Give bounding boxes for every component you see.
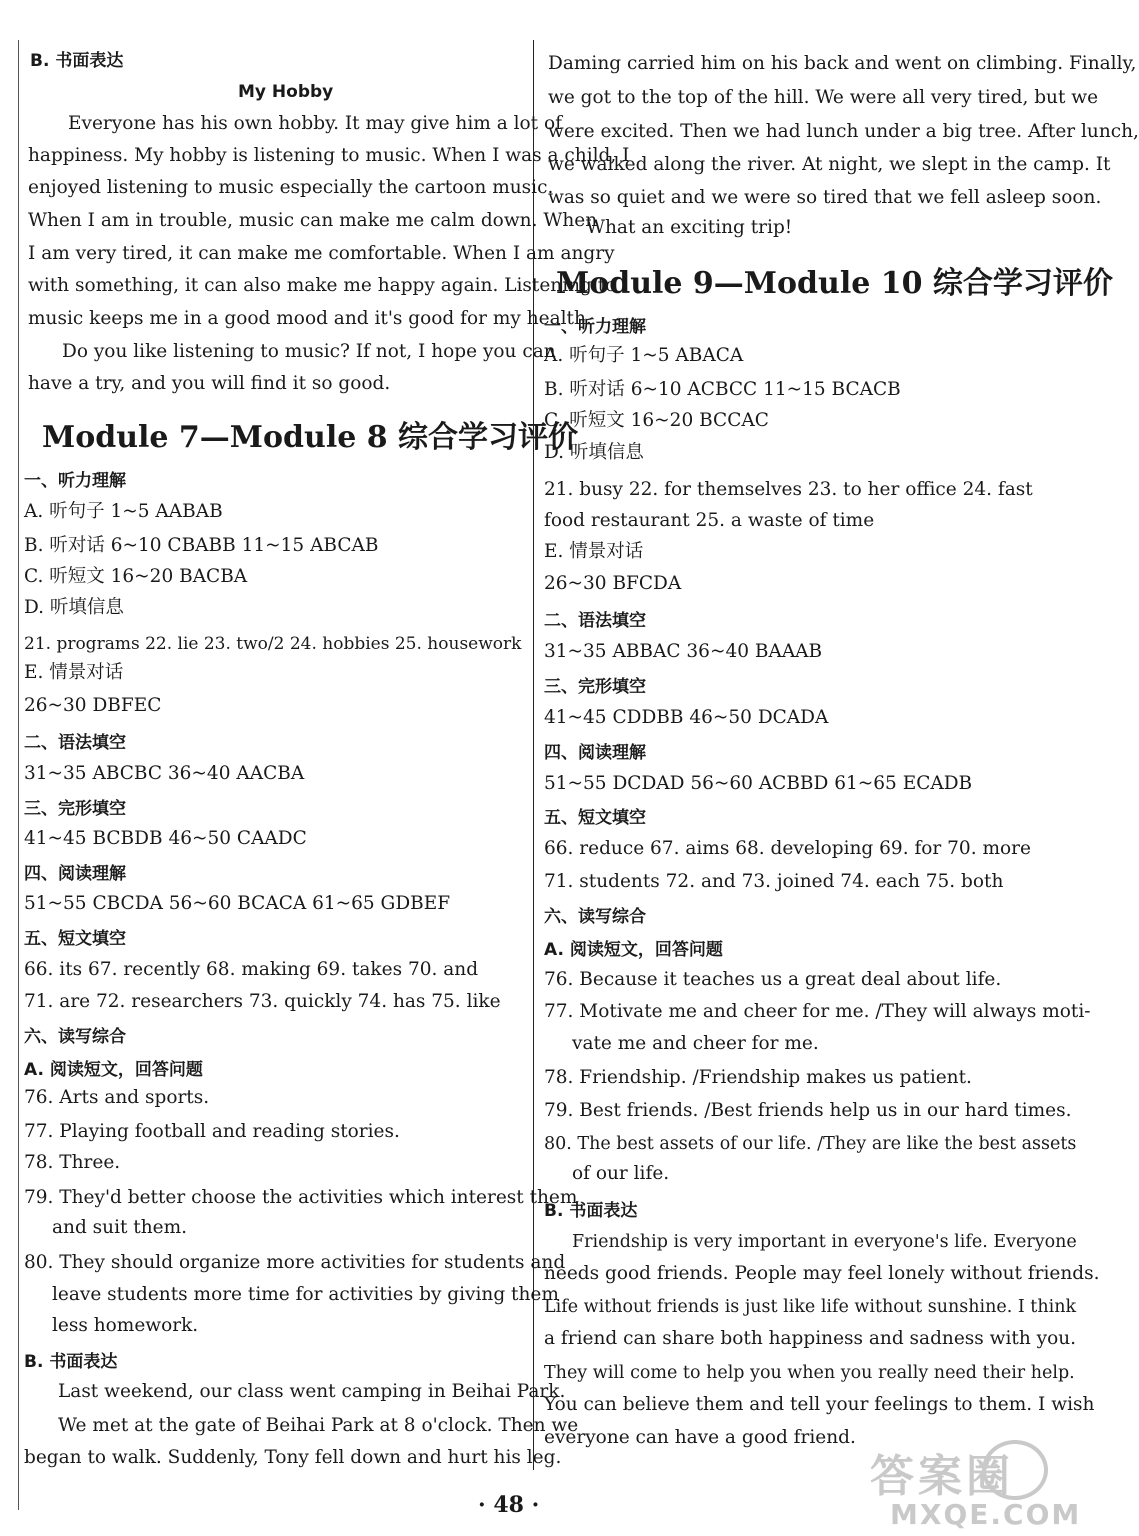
essay-line: was so quiet and we were so tired that we fell asleep soon. (548, 187, 1102, 208)
essay-line: They will come to help you when you really need their help. (544, 1363, 1075, 1383)
watermark-text-en: MXQE.COM (890, 1498, 1082, 1531)
answer-line: 80. They should organize more activities for students and (24, 1252, 566, 1273)
essay-line: everyone can have a good friend. (544, 1427, 856, 1448)
section-heading: 五、短文填空 (24, 929, 126, 949)
answer-line: 66. reduce 67. aims 68. developing 69. for 70. more (544, 838, 1031, 859)
answer-line: 78. Three. (24, 1152, 121, 1173)
answer-line: 77. Motivate me and cheer for me. /They will always moti- (544, 1001, 1091, 1022)
left-margin-rule (18, 40, 19, 1510)
essay-line: happiness. My hobby is listening to music. When I was a child, I (28, 145, 630, 166)
answer-line: of our life. (572, 1163, 670, 1184)
answer-line: 21. programs 22. lie 23. two/2 24. hobbies 25. housework (24, 634, 522, 654)
answer-line: 31~35 ABBAC 36~40 BAAAB (544, 641, 823, 662)
essay-line: Life without friends is just like life without sunshine. I think (544, 1297, 1077, 1317)
section-heading: 二、语法填空 (544, 611, 646, 631)
watermark-logo (850, 1440, 1082, 1536)
subsection-heading: B. 书面表达 (544, 1201, 638, 1221)
essay-title: My Hobby (238, 82, 334, 102)
answer-line: 76. Because it teaches us a great deal about life. (544, 969, 1002, 990)
page-number: · 48 · (478, 1492, 540, 1518)
answer-line: 80. The best assets of our life. /They are like the best assets (544, 1134, 1077, 1154)
answer-line: 79. They'd better choose the activities which interest them (24, 1187, 578, 1208)
answer-line: B. 听对话 6~10 CBABB 11~15 ABCAB (24, 535, 379, 556)
answer-line: 41~45 CDDBB 46~50 DCADA (544, 707, 829, 728)
answer-line: 26~30 DBFEC (24, 695, 162, 716)
essay-line: Friendship is very important in everyone's life. Everyone (572, 1232, 1077, 1252)
answer-line: less homework. (52, 1315, 199, 1336)
essay-line: were excited. Then we had lunch under a big tree. After lunch, (548, 121, 1139, 142)
essay-line: we walked along the river. At night, we slept in the camp. It (548, 154, 1111, 175)
subsection-heading: A. 阅读短文，回答问题 (24, 1060, 203, 1080)
answer-line: A. 听句子 1~5 ABACA (544, 345, 744, 366)
section-heading: 一、听力理解 (544, 317, 646, 337)
answer-line: 21. busy 22. for themselves 23. to her office 24. fast (544, 479, 1033, 500)
essay-line: with something, it can also make me happy again. Listening to (28, 275, 617, 296)
module-title: Module 9—Module 10 综合学习评价 (556, 266, 1113, 301)
answer-line: 66. its 67. recently 68. making 69. takes 70. and (24, 959, 479, 980)
answer-line: C. 听短文 16~20 BCCAC (544, 410, 769, 431)
essay-line: When I am in trouble, music can make me calm down. When (28, 210, 598, 231)
essay-line: What an exciting trip! (586, 217, 793, 238)
answer-line: 78. Friendship. /Friendship makes us patient. (544, 1067, 972, 1088)
section-heading: 五、短文填空 (544, 808, 646, 828)
answer-line: 71. are 72. researchers 73. quickly 74. has 75. like (24, 991, 501, 1012)
section-heading: 二、语法填空 (24, 733, 126, 753)
essay-line: Everyone has his own hobby. It may give him a lot of (68, 113, 562, 134)
answer-line: A. 听句子 1~5 AABAB (24, 501, 223, 522)
essay-line: enjoyed listening to music especially the cartoon music. (28, 177, 554, 198)
essay-line: We met at the gate of Beihai Park at 8 o'clock. Then we (58, 1415, 579, 1436)
answer-line: and suit them. (52, 1217, 188, 1238)
answer-line: 41~45 BCBDB 46~50 CAADC (24, 828, 307, 849)
answer-line: 77. Playing football and reading stories. (24, 1121, 400, 1142)
answer-line: food restaurant 25. a waste of time (544, 510, 875, 531)
answer-line: D. 听填信息 (24, 597, 124, 618)
essay-line: I am very tired, it can make me comfortable. When I am angry (28, 243, 615, 264)
essay-line: music keeps me in a good mood and it's good for my health. (28, 308, 592, 329)
essay-line: began to walk. Suddenly, Tony fell down and hurt his leg. (24, 1447, 562, 1468)
essay-line: a friend can share both happiness and sadness with you. (544, 1328, 1077, 1349)
subsection-heading: B. 书面表达 (24, 1352, 118, 1372)
section-heading: 三、完形填空 (544, 677, 646, 697)
section-heading: 六、读写综合 (24, 1027, 126, 1047)
module-title: Module 7—Module 8 综合学习评价 (42, 420, 579, 455)
essay-line: You can believe them and tell your feelings to them. I wish (544, 1394, 1095, 1415)
essay-line: needs good friends. People may feel lonely without friends. (544, 1263, 1100, 1284)
essay-line: have a try, and you will find it so good. (28, 373, 391, 394)
answer-line: B. 听对话 6~10 ACBCC 11~15 BCACB (544, 379, 901, 400)
answer-line: C. 听短文 16~20 BACBA (24, 566, 248, 587)
essay-line: Last weekend, our class went camping in Beihai Park. (58, 1381, 566, 1402)
subsection-heading: A. 阅读短文，回答问题 (544, 940, 723, 960)
answer-line: leave students more time for activities by giving them (52, 1284, 559, 1305)
answer-line: E. 情景对话 (24, 662, 124, 683)
section-heading: 四、阅读理解 (544, 743, 646, 763)
essay-line: Daming carried him on his back and went on climbing. Finally, (548, 53, 1137, 74)
section-heading: 六、读写综合 (544, 907, 646, 927)
essay-line: we got to the top of the hill. We were all very tired, but we (548, 87, 1099, 108)
answer-line: 51~55 CBCDA 56~60 BCACA 61~65 GDBEF (24, 893, 451, 914)
answer-line: 26~30 BFCDA (544, 573, 682, 594)
answer-line: 71. students 72. and 73. joined 74. each 75. both (544, 871, 1004, 892)
answer-line: 51~55 DCDAD 56~60 ACBBD 61~65 ECADB (544, 773, 973, 794)
watermark-text-cn: 答案圈 (870, 1451, 1014, 1502)
answer-line: 76. Arts and sports. (24, 1087, 210, 1108)
answer-line: 79. Best friends. /Best friends help us in our hard times. (544, 1100, 1072, 1121)
section-heading: 一、听力理解 (24, 471, 126, 491)
essay-line: Do you like listening to music? If not, I hope you can (62, 341, 556, 362)
answer-line: D. 听填信息 (544, 442, 644, 463)
answer-line: vate me and cheer for me. (572, 1033, 819, 1054)
answer-line: E. 情景对话 (544, 541, 644, 562)
answer-line: 31~35 ABCBC 36~40 AACBA (24, 763, 305, 784)
section-heading-b: B. 书面表达 (30, 51, 124, 71)
section-heading: 四、阅读理解 (24, 864, 126, 884)
section-heading: 三、完形填空 (24, 799, 126, 819)
